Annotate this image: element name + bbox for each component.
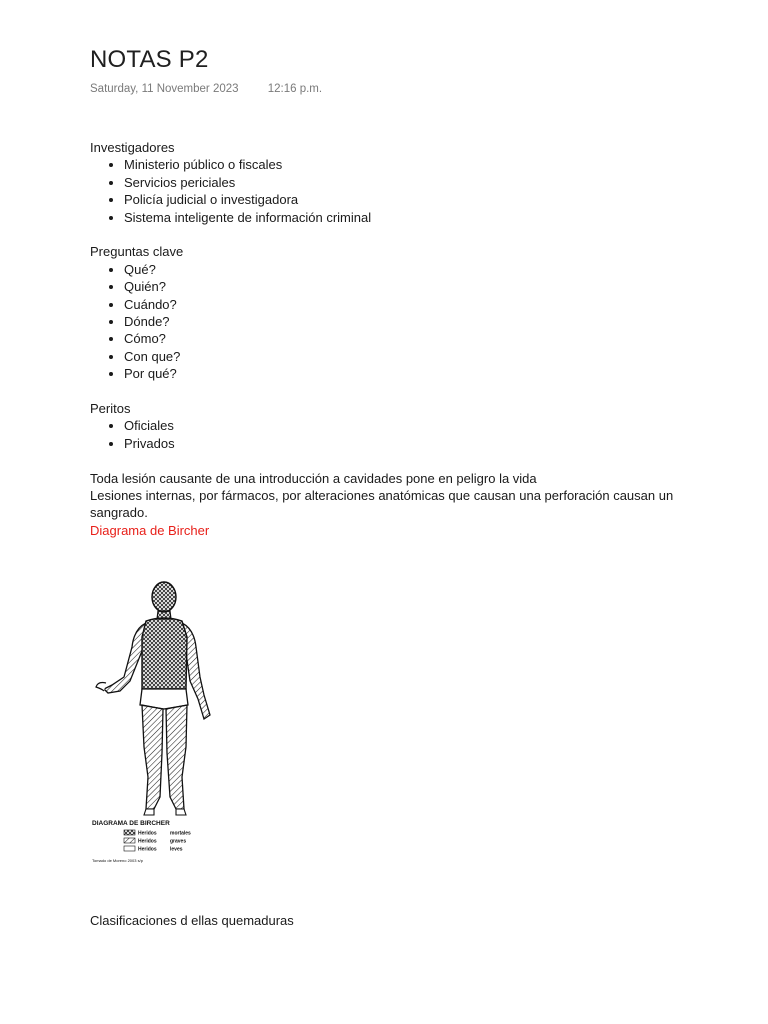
bullet-list	[90, 261, 730, 383]
bullet-list	[90, 417, 730, 452]
legend-kind: mortales	[170, 830, 191, 837]
list-item: • Qué?	[124, 261, 730, 278]
bullet-list	[90, 156, 730, 226]
list-item: • Sistema inteligente de información criminal	[124, 209, 730, 226]
legend-label: Heridos	[138, 830, 157, 837]
page-title[interactable]: NOTAS P2	[90, 46, 209, 73]
list-item: • Con que?	[124, 348, 730, 365]
legend-label: Heridos	[138, 838, 157, 845]
list-item: • Dónde?	[124, 313, 730, 330]
list-item: • Por qué?	[124, 365, 730, 382]
diagram-source: Tomado de Moreno 2003 s/p	[92, 858, 143, 863]
note-timestamp	[90, 83, 322, 95]
section-heading: Investigadores	[90, 140, 175, 155]
legend-label: Heridos	[138, 846, 157, 853]
list-item: • Oficiales	[124, 417, 730, 434]
diagram-heading: Diagrama de Bircher	[90, 522, 210, 538]
bircher-diagram-image[interactable]	[90, 577, 228, 867]
list-item: • Cómo?	[124, 330, 730, 347]
list-item: • Servicios periciales	[124, 174, 730, 191]
section-investigadores	[90, 139, 730, 226]
section-peritos	[90, 400, 730, 452]
paragraph-lesion: Toda lesión causante de una introducción a cavidades pone en peligro la vida	[90, 470, 537, 486]
list-item: • Privados	[124, 435, 730, 452]
diagram-caption: DIAGRAMA DE BIRCHER	[92, 820, 170, 827]
paragraph-internas: Lesiones internas, por fármacos, por alteraciones anatómicas que causan una perforación causan un sangrado.	[90, 488, 674, 521]
note-body[interactable]	[90, 139, 730, 539]
list-item: • Policía judicial o investigadora	[124, 191, 730, 208]
section-preguntas	[90, 243, 730, 382]
list-item: • Ministerio público o fiscales	[124, 156, 730, 173]
list-item: • Quién?	[124, 278, 730, 295]
note-date: Saturday, 11 November 2023	[90, 83, 239, 95]
section-heading: Peritos	[90, 401, 131, 417]
legend-kind: graves	[170, 838, 187, 845]
list-item: • Cuándo?	[124, 296, 730, 313]
section-heading: Preguntas clave	[90, 244, 184, 260]
legend-kind: leves	[170, 846, 183, 853]
paragraph-closing: Clasificaciones d ellas quemaduras	[90, 913, 294, 928]
body-figure-icon	[90, 577, 228, 867]
note-time: 12:16 p.m.	[267, 83, 323, 95]
